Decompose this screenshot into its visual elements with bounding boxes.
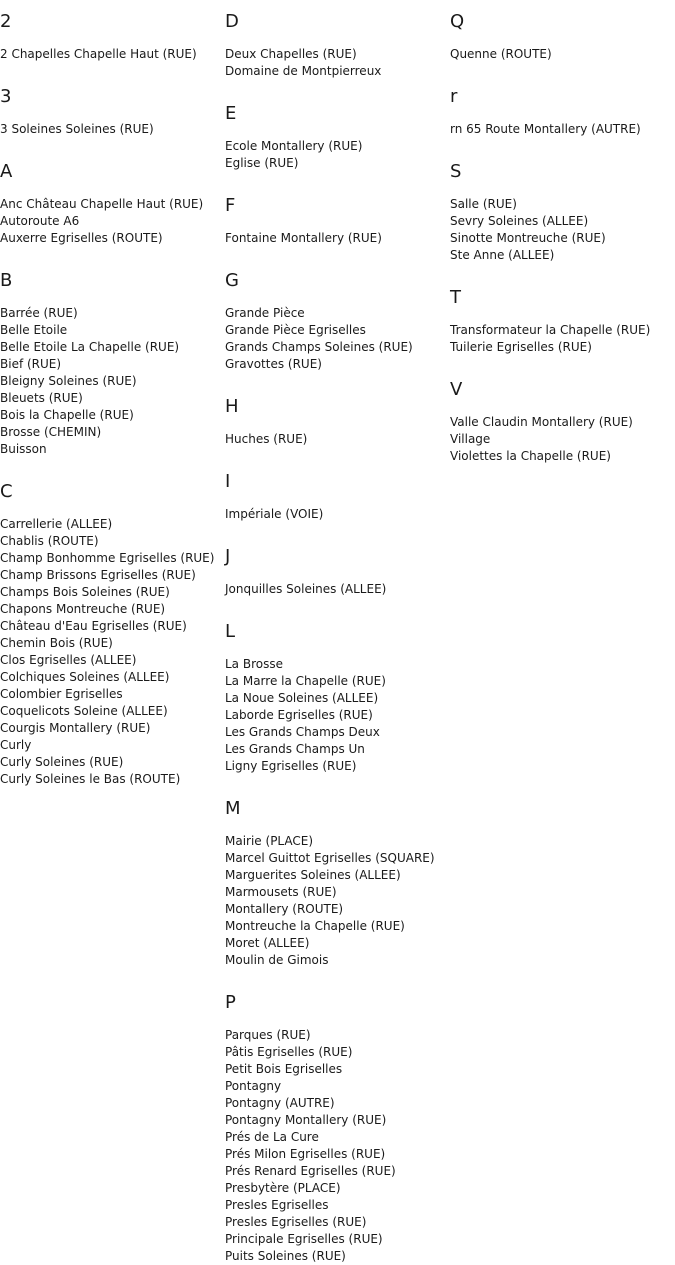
letter-heading: G (225, 270, 239, 291)
letter-section (0, 160, 222, 247)
letter-heading: Q (450, 11, 465, 32)
street-link[interactable]: Bleuets (RUE) (0, 391, 83, 405)
street-link[interactable]: Bois la Chapelle (RUE) (0, 408, 134, 422)
letter-heading: E (225, 103, 237, 124)
street-link[interactable]: Fontaine Montallery (RUE) (225, 231, 382, 245)
letter-heading: B (0, 270, 13, 291)
letter-heading: S (450, 161, 462, 182)
letter-section (225, 10, 447, 80)
street-link[interactable]: Salle (RUE) (450, 197, 517, 211)
street-link[interactable]: Belle Etoile La Chapelle (RUE) (0, 340, 180, 354)
street-list (0, 196, 222, 247)
letter-heading: 2 (0, 11, 12, 32)
street-list (450, 121, 675, 138)
street-link[interactable]: Laborde Egriselles (RUE) (225, 708, 373, 722)
letter-section (225, 395, 447, 448)
letter-section (0, 10, 222, 63)
street-link[interactable]: Champ Bonhomme Egriselles (RUE) (0, 551, 215, 565)
street-list (450, 322, 675, 356)
street-link[interactable]: Eglise (RUE) (225, 156, 299, 170)
letter-section (225, 194, 447, 247)
letter-section (0, 480, 222, 788)
street-list (0, 46, 222, 63)
street-link[interactable]: Gravottes (RUE) (225, 357, 322, 371)
letter-heading: D (225, 11, 239, 32)
street-link[interactable]: Grands Champs Soleines (RUE) (225, 340, 413, 354)
street-list (225, 305, 447, 373)
street-list (225, 833, 447, 969)
street-list (225, 1027, 447, 1265)
letter-heading: T (450, 287, 461, 308)
street-link[interactable]: Coquelicots Soleine (ALLEE) (0, 704, 168, 718)
street-link[interactable]: Huches (RUE) (225, 432, 308, 446)
street-link[interactable]: Quenne (ROUTE) (450, 47, 552, 61)
letter-heading: A (0, 161, 13, 182)
street-link[interactable]: Bief (RUE) (0, 357, 62, 371)
street-link[interactable]: Sevry Soleines (ALLEE) (450, 214, 589, 228)
letter-section (225, 102, 447, 172)
street-link[interactable]: Marcel Guittot Egriselles (SQUARE) (225, 851, 435, 865)
street-link[interactable]: Prés de La Cure (225, 1130, 319, 1144)
street-link[interactable]: Chapons Montreuche (RUE) (0, 602, 166, 616)
street-link[interactable]: Brosse (CHEMIN) (0, 425, 102, 439)
street-link[interactable]: Montreuche la Chapelle (RUE) (225, 919, 405, 933)
street-link[interactable]: Anc Château Chapelle Haut (RUE) (0, 197, 204, 211)
street-link[interactable]: Montallery (ROUTE) (225, 902, 344, 916)
street-list (0, 121, 222, 138)
street-link[interactable]: Ste Anne (ALLEE) (450, 248, 555, 262)
street-link[interactable]: Courgis Montallery (RUE) (0, 721, 151, 735)
street-link[interactable]: Domaine de Montpierreux (225, 64, 382, 78)
street-link[interactable]: Moulin de Gimois (225, 953, 329, 967)
street-list (450, 46, 675, 63)
letter-section (450, 378, 675, 465)
street-link[interactable]: Mairie (PLACE) (225, 834, 314, 848)
index-column-3 (450, 0, 675, 465)
letter-heading: P (225, 992, 236, 1013)
street-link[interactable]: Prés Milon Egriselles (RUE) (225, 1147, 386, 1161)
letter-section (450, 10, 675, 63)
letter-section (225, 269, 447, 373)
street-link[interactable]: Tuilerie Egriselles (RUE) (450, 340, 592, 354)
street-link[interactable]: Colombier Egriselles (0, 687, 123, 701)
street-link[interactable]: Les Grands Champs Un (225, 742, 365, 756)
street-link[interactable]: Autoroute A6 (0, 214, 80, 228)
street-link[interactable]: Belle Etoile (0, 323, 68, 337)
letter-heading: r (450, 86, 458, 107)
street-list (225, 230, 447, 247)
letter-heading: M (225, 798, 241, 819)
street-link[interactable]: Chablis (ROUTE) (0, 534, 99, 548)
street-link[interactable]: Presles Egriselles (225, 1198, 329, 1212)
street-link[interactable]: Grande Pièce Egriselles (225, 323, 366, 337)
street-link[interactable]: Puits Soleines (RUE) (225, 1249, 346, 1263)
street-list (225, 138, 447, 172)
street-link[interactable]: Château d'Eau Egriselles (RUE) (0, 619, 187, 633)
street-link[interactable]: Curly Soleines le Bas (ROUTE) (0, 772, 181, 786)
letter-heading: F (225, 195, 236, 216)
street-link[interactable]: Moret (ALLEE) (225, 936, 310, 950)
street-list (0, 516, 222, 788)
index-column-1 (0, 0, 222, 788)
street-link[interactable]: Presbytère (PLACE) (225, 1181, 341, 1195)
street-link[interactable]: Carrellerie (ALLEE) (0, 517, 113, 531)
street-link[interactable]: Champ Brissons Egriselles (RUE) (0, 568, 196, 582)
letter-heading: I (225, 471, 231, 492)
street-link[interactable]: Ligny Egriselles (RUE) (225, 759, 357, 773)
street-list (450, 196, 675, 264)
letter-heading: C (0, 481, 13, 502)
street-link[interactable]: Barrée (RUE) (0, 306, 78, 320)
street-link[interactable]: Grande Pièce (225, 306, 305, 320)
letter-section (0, 85, 222, 138)
street-link[interactable]: Village (450, 432, 491, 446)
letter-section (225, 620, 447, 775)
street-link[interactable]: Pâtis Egriselles (RUE) (225, 1045, 353, 1059)
street-list (0, 305, 222, 458)
street-link[interactable]: Buisson (0, 442, 47, 456)
street-list (225, 431, 447, 448)
street-link[interactable]: Jonquilles Soleines (ALLEE) (225, 582, 387, 596)
street-link[interactable]: Colchiques Soleines (ALLEE) (0, 670, 170, 684)
street-list (225, 656, 447, 775)
letter-heading: H (225, 396, 239, 417)
street-link[interactable]: Ecole Montallery (RUE) (225, 139, 363, 153)
street-link[interactable]: Sinotte Montreuche (RUE) (450, 231, 606, 245)
street-link[interactable]: Pontagny Montallery (RUE) (225, 1113, 387, 1127)
street-link[interactable]: Presles Egriselles (RUE) (225, 1215, 367, 1229)
letter-heading: V (450, 379, 463, 400)
street-list (450, 414, 675, 465)
street-link[interactable]: Marguerites Soleines (ALLEE) (225, 868, 401, 882)
street-link[interactable]: 3 Soleines Soleines (RUE) (0, 122, 154, 136)
street-link[interactable]: Parques (RUE) (225, 1028, 311, 1042)
street-link[interactable]: Petit Bois Egriselles (225, 1062, 343, 1076)
street-link[interactable]: Bleigny Soleines (RUE) (0, 374, 137, 388)
street-link[interactable]: rn 65 Route Montallery (AUTRE) (450, 122, 641, 136)
street-link[interactable]: Clos Egriselles (ALLEE) (0, 653, 137, 667)
street-link[interactable]: Principale Egriselles (RUE) (225, 1232, 383, 1246)
letter-section (450, 286, 675, 356)
index-column-2 (225, 0, 447, 1265)
street-link[interactable]: Impériale (VOIE) (225, 507, 324, 521)
street-link[interactable]: Chemin Bois (RUE) (0, 636, 113, 650)
street-link[interactable]: Les Grands Champs Deux (225, 725, 380, 739)
letter-section (225, 470, 447, 523)
letter-section (0, 269, 222, 458)
street-link[interactable]: La Brosse (225, 657, 283, 671)
letter-heading: J (225, 546, 231, 567)
street-link[interactable]: 2 Chapelles Chapelle Haut (RUE) (0, 47, 197, 61)
letter-section (450, 160, 675, 264)
street-link[interactable]: La Noue Soleines (ALLEE) (225, 691, 379, 705)
letter-section (225, 797, 447, 969)
street-link[interactable]: Violettes la Chapelle (RUE) (450, 449, 611, 463)
street-link[interactable]: Valle Claudin Montallery (RUE) (450, 415, 633, 429)
letter-section (225, 991, 447, 1265)
street-link[interactable]: La Marre la Chapelle (RUE) (225, 674, 386, 688)
street-link[interactable]: Curly (0, 738, 32, 752)
street-list (225, 506, 447, 523)
street-link[interactable]: Pontagny (225, 1079, 282, 1093)
letter-heading: 3 (0, 86, 12, 107)
letter-section (225, 545, 447, 598)
street-link[interactable]: Auxerre Egriselles (ROUTE) (0, 231, 163, 245)
street-link[interactable]: Transformateur la Chapelle (RUE) (450, 323, 651, 337)
street-link[interactable]: Champs Bois Soleines (RUE) (0, 585, 170, 599)
street-link[interactable]: Prés Renard Egriselles (RUE) (225, 1164, 396, 1178)
street-link[interactable]: Curly Soleines (RUE) (0, 755, 124, 769)
street-list (225, 46, 447, 80)
street-link[interactable]: Pontagny (AUTRE) (225, 1096, 335, 1110)
letter-heading: L (225, 621, 236, 642)
street-link[interactable]: Deux Chapelles (RUE) (225, 47, 357, 61)
letter-section (450, 85, 675, 138)
street-list (225, 581, 447, 598)
street-link[interactable]: Marmousets (RUE) (225, 885, 337, 899)
